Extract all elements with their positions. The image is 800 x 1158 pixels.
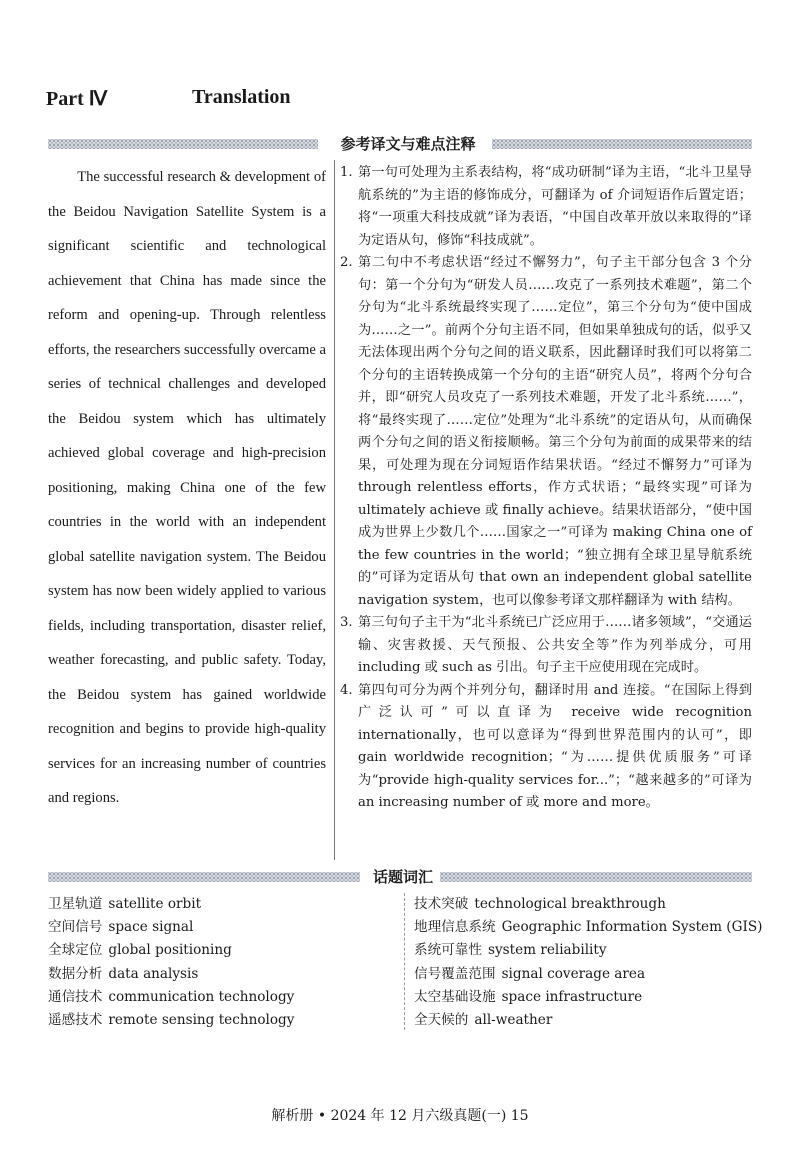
vocab-item — [414, 893, 774, 916]
note-number: 2. — [340, 255, 353, 270]
vocab-zh: 太空基础设施 — [414, 988, 496, 1005]
vocab-banner — [48, 869, 752, 885]
page-footer: 解析册 • 2024 年 12 月六级真题(一) 15 — [271, 1108, 529, 1124]
vocab-en: technological breakthrough — [474, 896, 666, 912]
banner-pattern-right — [492, 139, 752, 149]
note-item — [340, 680, 752, 815]
column-divider — [334, 160, 335, 860]
vocab-item — [48, 893, 408, 916]
vocab-en: signal coverage area — [501, 965, 646, 982]
vocab-item — [414, 939, 774, 962]
vocab-en: space signal — [108, 919, 194, 936]
part-heading — [46, 86, 446, 118]
vocab-zh: 空间信号 — [48, 919, 103, 936]
vocab-en: system reliability — [487, 942, 607, 959]
vocab-item — [414, 1009, 774, 1032]
vocab-zh: 技术突破 — [414, 896, 469, 912]
banner-pattern-right — [440, 872, 752, 882]
vocab-title: 话题词汇 — [362, 867, 444, 887]
note-number: 1. — [340, 165, 353, 180]
reference-translation — [48, 160, 326, 816]
vocab-zh: 信号覆盖范围 — [414, 965, 496, 982]
vocab-zh: 通信技术 — [48, 988, 103, 1005]
banner-pattern-left — [48, 139, 318, 149]
banner-pattern-left — [48, 872, 360, 882]
vocab-zh: 全球定位 — [48, 942, 103, 959]
note-item — [340, 162, 752, 252]
vocab-item — [414, 963, 774, 986]
note-text: 第三句句子主干为“北斗系统已广泛应用于……诸多领域”，“交通运输、灾害救援、天气预报、公共安全等”作为列举成分，可用 including 或 such as 引出。句子主干应使用现在完成时。 — [358, 615, 752, 675]
vocab-divider — [404, 893, 405, 1030]
part-title: Translation — [192, 86, 291, 108]
translation-text: The successful research & development of the Beidou Navigation Satellite System is a significant scientific and technological achievement that China has made since the reform and opening-up. Through relentless efforts, the researchers successfully overcame a series of technical challenges and developed the Beidou system which has ultimately achieved global coverage and high-precision positioning, making China one of the few countries in the world with an independent global satellite navigation system. The Beidou system has now been widely applied to various fields, including transportation, disaster relief, weather forecasting, and public safety. Today, the Beidou system has gained worldwide recognition and begins to provide high-quality services for an increasing number of countries and regions. — [48, 169, 326, 806]
vocab-en: Geographic Information System (GIS) — [501, 919, 763, 936]
part-label: Part Ⅳ — [46, 88, 108, 110]
vocab-item — [48, 939, 408, 962]
notes-list — [340, 162, 752, 815]
vocab-item — [414, 916, 774, 939]
vocab-en: remote sensing technology — [108, 1012, 295, 1029]
vocab-item — [414, 986, 774, 1009]
vocab-item — [48, 986, 408, 1009]
note-number: 3. — [340, 615, 353, 630]
vocab-list-right — [414, 893, 774, 1032]
vocab-item — [48, 1009, 408, 1032]
vocab-en: satellite orbit — [108, 896, 202, 912]
reference-title: 参考译文与难点注释 — [320, 134, 496, 154]
note-text: 第一句可处理为主系表结构，将“成功研制”译为主语，“北斗卫星导航系统的”为主语的修饰成分，可翻译为 of 介词短语作后置定语；将“一项重大科技成就”译为表语，“中国自改革开放以来取得的”译为定语从句，修饰“科技成就”。 — [358, 165, 752, 248]
vocab-list-left — [48, 893, 408, 1032]
reference-banner — [48, 136, 752, 152]
vocab-zh: 数据分析 — [48, 965, 103, 982]
vocab-zh: 全天候的 — [414, 1012, 469, 1029]
vocab-zh: 遥感技术 — [48, 1012, 103, 1029]
vocab-item — [48, 916, 408, 939]
vocab-en: space infrastructure — [501, 988, 643, 1005]
vocab-en: communication technology — [108, 988, 295, 1005]
note-text: 第二句中不考虑状语“经过不懈努力”，句子主干部分包含 3 个分句：第一个分句为“研发人员……攻克了一系列技术难题”，第二个分句为“北斗系统最终实现了……定位”，第三个分句为“使中国成为……之一”。前两个分句主语不同，但如果单独成句的话，似乎又无法体现出两个分句之间的语义联系，因此翻译时我们可以将第二个分句的主语转换成第一个分句的主语“研究人员”，将两个分句合并，即“研究人员攻克了一系列技术难题，开发了北斗系统……”，将“最终实现了……定位”处理为“北斗系统”的定语从句，从而确保两个分句之间的语义衔接顺畅。第三个分句为前面的成果带来的结果，可处理为现在分词短语作结果状语。“经过不懈努力”可译为 through relentless efforts，作方式状语；“最终实现”可译为 ultimately achieve 或 finally achieve。结果状语部分，“使中国成为世界上少数几个……国家之一”可译为 making China one of the few countries in the world；“独立拥有全球卫星导航系统的”可译为定语从句 that own an independent global satellite navigation system，也可以像参考译文那样翻译为 with 结构。 — [358, 255, 752, 608]
note-item — [340, 252, 752, 612]
vocab-en: global positioning — [108, 942, 232, 959]
vocab-zh: 地理信息系统 — [414, 919, 496, 936]
vocab-item — [48, 963, 408, 986]
note-number: 4. — [340, 682, 353, 698]
note-text: 第四句可分为两个并列分句，翻译时用 and 连接。“在国际上得到广泛认可”可以直译为 receive wide recognition internationally，也可以意译为“得到世界范围内的认可”，即 gain worldwide recognition；“为……提供优质服务”可译为“provide high-quality services for...”；“越来越多的”可译为 an increasing number of 或 more and more。 — [358, 682, 752, 810]
vocab-en: data analysis — [108, 965, 199, 982]
vocab-zh: 系统可靠性 — [414, 942, 482, 959]
vocab-zh: 卫星轨道 — [48, 896, 103, 912]
vocab-en: all-weather — [474, 1012, 553, 1029]
note-item — [340, 612, 752, 680]
